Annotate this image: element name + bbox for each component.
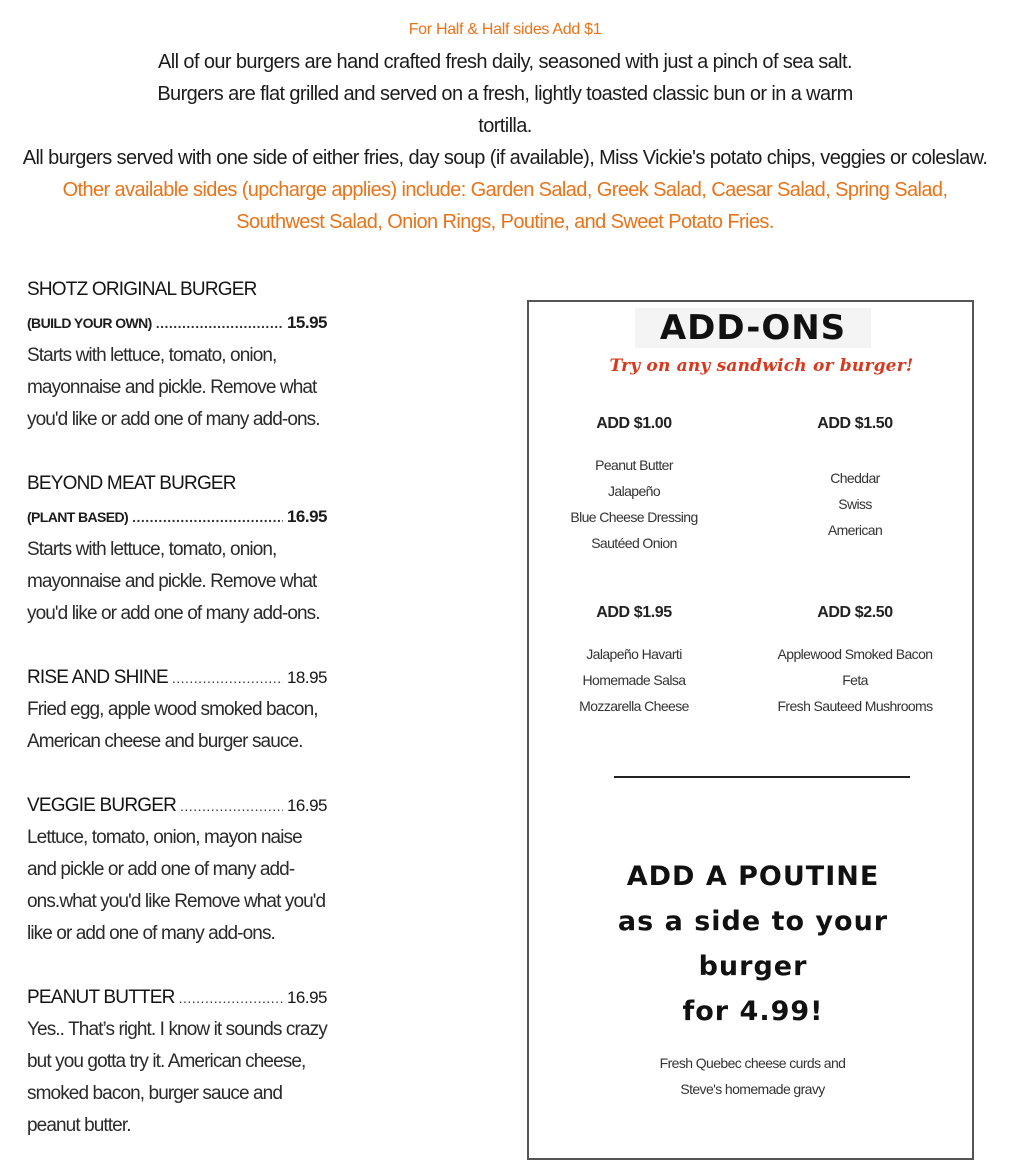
menu-item-sub: (BUILD YOUR OWN)	[27, 315, 152, 331]
addon-item: Jalapeño	[607, 483, 661, 499]
addon-tier	[523, 601, 745, 719]
addon-tier-title: ADD $1.95	[596, 604, 672, 621]
addon-tier	[744, 601, 966, 719]
addon-item: Peanut Butter	[595, 457, 673, 473]
menu-item-price: 16.95	[286, 796, 327, 815]
addon-item: Blue Cheese Dressing	[570, 509, 698, 525]
menu-item-description: Starts with lettuce, tomato, onion, mayonnaise and pickle. Remove what you'd like or add one of many add-ons.	[27, 345, 320, 430]
menu-item	[27, 790, 327, 950]
dot-leader	[172, 662, 283, 694]
menu-item-subline	[27, 500, 327, 534]
menu-item-name: VEGGIE BURGER	[27, 795, 177, 816]
upcharge-sides-paragraph: Other available sides (upcharge applies) include: Garden Salad, Greek Salad, Caesar Salad, Spring Salad, Southwest Salad, Onion Rings, Poutine, and Sweet Potato Fries.	[62, 179, 948, 233]
menu-item-description: Yes.. That’s right. I know it sounds crazy but you gotta try it. American cheese, smoked bacon, burger sauce and peanut butter.	[27, 1019, 327, 1136]
addon-item: Jalapeño Havarti	[586, 646, 682, 662]
addon-tier-title: ADD $1.50	[817, 415, 893, 432]
menu-item-price: 16.95	[286, 507, 327, 526]
addon-tier-list	[523, 452, 745, 556]
half-half-note: For Half & Half sides Add $1	[408, 21, 602, 38]
addon-item: Sautéed Onion	[591, 535, 677, 551]
menu-item-name: BEYOND MEAT BURGER	[27, 473, 236, 494]
addon-item: Homemade Salsa	[582, 672, 686, 688]
addon-tier-title: ADD $1.00	[596, 415, 672, 432]
addon-tier-title: ADD $2.50	[817, 604, 893, 621]
menu-item-name-row	[27, 790, 327, 822]
poutine-headline-line: ADD A POUTINE	[626, 861, 880, 892]
addon-tier	[523, 412, 745, 556]
addons-title-box	[635, 308, 871, 348]
poutine-desc-line: Steve's homemade gravy	[680, 1081, 825, 1097]
addon-tier-list	[744, 465, 966, 543]
burger-menu-list	[27, 274, 327, 1174]
menu-item	[27, 662, 327, 758]
poutine-description	[529, 1050, 976, 1102]
menu-item-name-row	[27, 982, 327, 1014]
addon-item: Applewood Smoked Bacon	[777, 646, 933, 662]
menu-item-description: Lettuce, tomato, onion, mayon naise and pickle or add one of many add-ons.what you'd like Remove what you'd like or add one of many add-ons.	[27, 827, 326, 944]
menu-item-price: 18.95	[286, 668, 327, 687]
menu-item-subline	[27, 306, 327, 340]
poutine-headline	[593, 854, 913, 1034]
addon-item: Swiss	[838, 496, 872, 512]
addon-item: American	[827, 522, 883, 538]
menu-item-price: 16.95	[286, 988, 327, 1007]
dot-leader	[179, 982, 283, 1014]
addon-tier-list	[744, 641, 966, 719]
menu-item-name: SHOTZ ORIGINAL BURGER	[27, 279, 257, 300]
addon-item: Feta	[842, 672, 868, 688]
poutine-headline-line: for 4.99!	[682, 996, 824, 1027]
poutine-headline-line: as a side to your burger	[617, 906, 889, 982]
poutine-desc-line: Fresh Quebec cheese curds and	[659, 1055, 846, 1071]
menu-item-description: Fried egg, apple wood smoked bacon, American cheese and burger sauce.	[27, 699, 318, 752]
addons-title: ADD-ONS	[659, 308, 847, 348]
menu-item-name: RISE AND SHINE	[27, 667, 168, 688]
dot-leader	[132, 500, 283, 534]
menu-item-description: Starts with lettuce, tomato, onion, mayonnaise and pickle. Remove what you'd like or add one of many add-ons.	[27, 539, 320, 624]
addon-item: Cheddar	[830, 470, 880, 486]
menu-item-price: 15.95	[286, 313, 327, 332]
menu-item-name-row	[27, 662, 327, 694]
addons-panel	[527, 300, 974, 1160]
addon-item: Mozzarella Cheese	[579, 698, 689, 714]
intro-paragraph: All of our burgers are hand crafted fresh daily, seasoned with just a pinch of sea salt. Burgers are flat grilled and served on a fresh, lightly toasted classic bun or in a warm tortilla.	[157, 51, 853, 137]
menu-item	[27, 274, 327, 436]
menu-item-sub: (PLANT BASED)	[27, 509, 129, 525]
menu-item-name: PEANUT BUTTER	[27, 987, 175, 1008]
dot-leader	[180, 790, 283, 822]
addon-item: Fresh Sauteed Mushrooms	[777, 698, 933, 714]
menu-item	[27, 982, 327, 1142]
addon-tier-list	[523, 641, 745, 719]
section-divider	[614, 776, 910, 778]
addons-tagline: Try on any sandwich or burger!	[609, 356, 914, 376]
dot-leader	[156, 306, 283, 340]
sides-included-paragraph: All burgers served with one side of either fries, day soup (if available), Miss Vickie's potato chips, veggies or coleslaw.	[22, 147, 988, 169]
menu-item	[27, 468, 327, 630]
addon-tier	[744, 412, 966, 543]
